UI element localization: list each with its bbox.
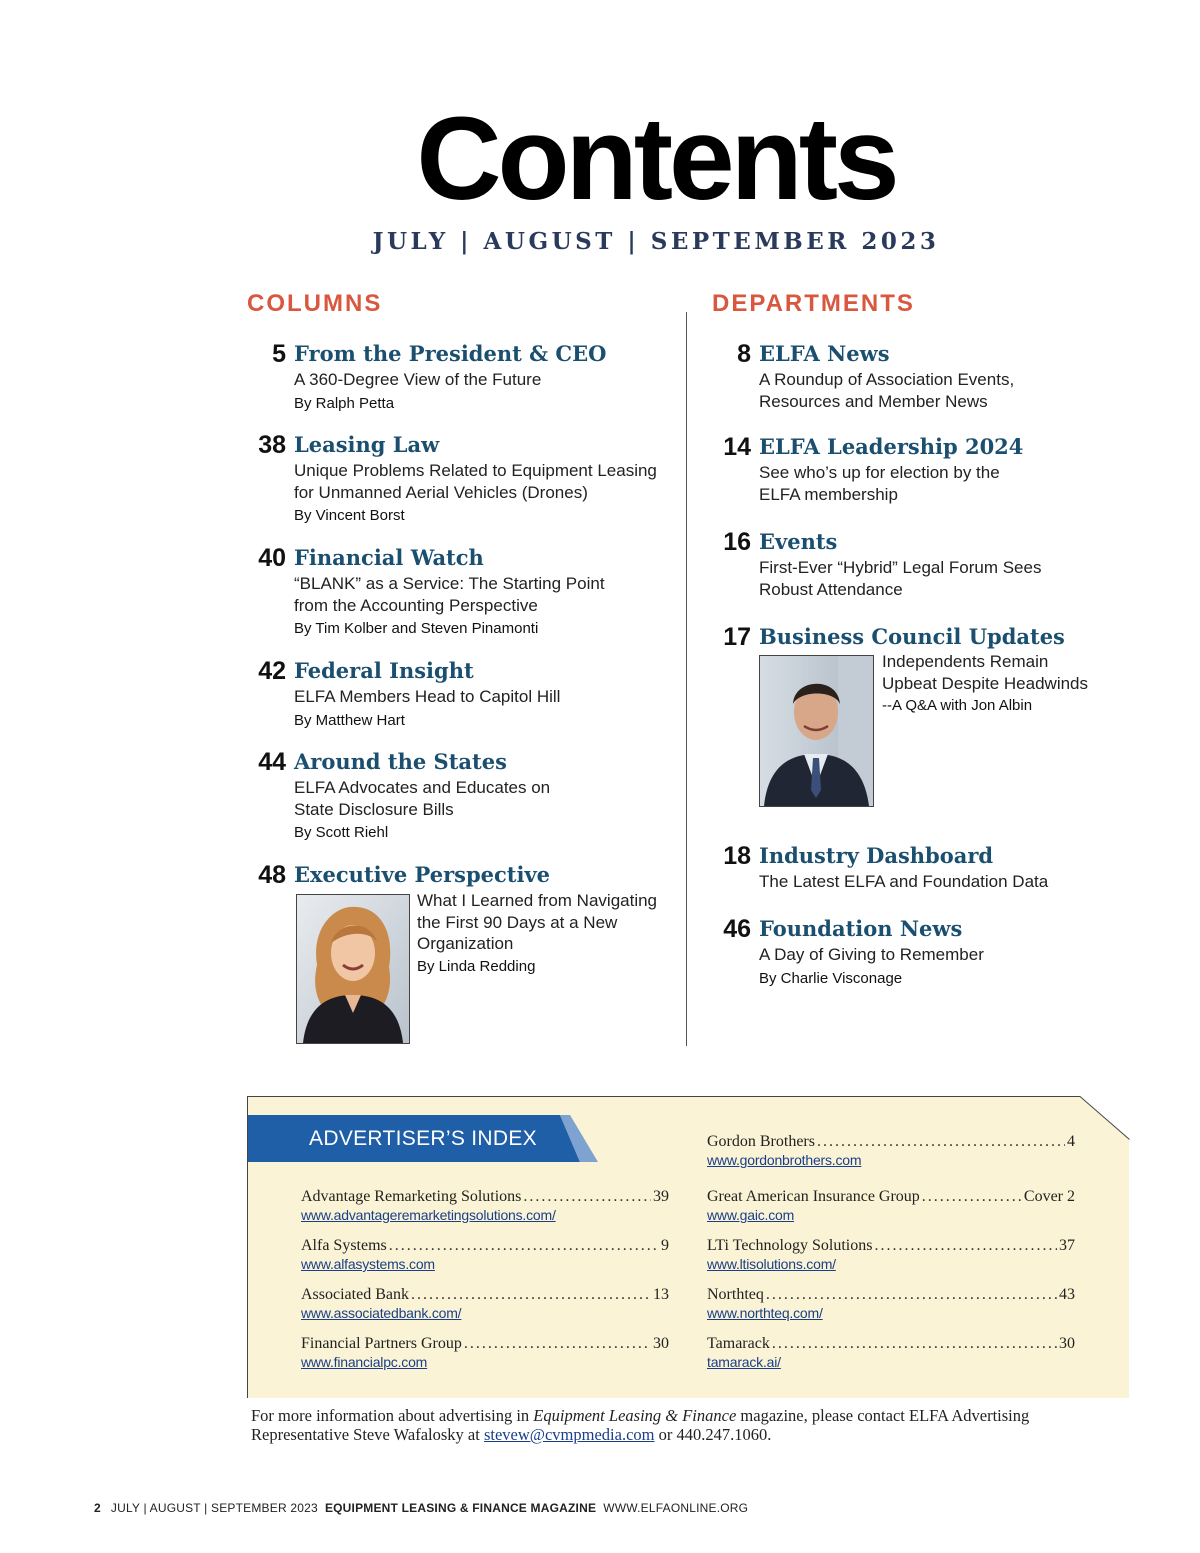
advertiser-page: 9: [661, 1237, 669, 1254]
advertiser-page: 37: [1059, 1237, 1075, 1254]
entry-description: ELFA Advocates and Educates on: [294, 778, 551, 797]
entry-description: See who’s up for election by the: [759, 463, 1000, 482]
advertiser-link[interactable]: www.gaic.com: [707, 1207, 795, 1223]
entry-description: Upbeat Despite Headwinds: [882, 673, 1089, 693]
advertiser-link[interactable]: www.financialpc.com: [301, 1354, 428, 1370]
toc-entry[interactable]: [258, 748, 551, 844]
advertiser-page: 30: [653, 1335, 669, 1352]
advertiser-name: Alfa Systems: [301, 1237, 387, 1254]
entry-byline: By Charlie Visconage: [759, 969, 903, 987]
entry-title[interactable]: Industry Dashboard: [759, 843, 994, 868]
entry-description: The Latest ELFA and Foundation Data: [759, 872, 1049, 891]
portrait-woman-image: [297, 895, 409, 1043]
entry-text-block: [417, 890, 677, 978]
advertiser-name: Great American Insurance Group: [707, 1188, 920, 1205]
advertiser-name: Financial Partners Group: [301, 1335, 462, 1352]
advertiser-entry: [301, 1335, 669, 1370]
advertiser-entry: [707, 1237, 1075, 1272]
entry-description: ELFA Members Head to Capitol Hill: [294, 687, 561, 706]
entry-description: Unique Problems Related to Equipment Leasing: [294, 461, 657, 480]
author-photo: [296, 894, 410, 1044]
entry-page-number: 44: [258, 748, 286, 776]
toc-entry[interactable]: [258, 657, 561, 732]
toc-entry[interactable]: [723, 433, 1024, 505]
entry-title[interactable]: Business Council Updates: [759, 624, 1065, 649]
entry-description: ELFA membership: [759, 484, 898, 504]
entry-byline: By Scott Riehl: [294, 824, 389, 841]
advertiser-page: 30: [1059, 1335, 1075, 1352]
advertiser-link[interactable]: www.alfasystems.com: [301, 1256, 435, 1272]
advertiser-page: 39: [653, 1188, 669, 1205]
entry-page-number: 40: [258, 544, 286, 572]
author-photo: [759, 655, 874, 807]
entry-description: Resources and Member News: [759, 391, 988, 411]
entry-page-number: 8: [737, 340, 751, 368]
advertiser-name: Associated Bank: [301, 1286, 409, 1303]
advertiser-page: 13: [653, 1286, 669, 1303]
magazine-name: Equipment Leasing & Finance: [533, 1406, 737, 1425]
toc-entry[interactable]: [723, 842, 1049, 893]
entry-title[interactable]: Leasing Law: [294, 432, 440, 457]
entry-page-number: 17: [723, 623, 751, 651]
advertiser-name: Advantage Remarketing Solutions: [301, 1188, 522, 1205]
page-footer: [94, 1501, 748, 1515]
advertiser-link[interactable]: www.advantageremarketingsolutions.com/: [301, 1207, 556, 1223]
advertiser-entry: [301, 1286, 669, 1321]
advertiser-entry: [707, 1133, 1075, 1168]
entry-byline: By Matthew Hart: [294, 711, 405, 729]
toc-entry[interactable]: [723, 915, 984, 990]
entry-description: Independents Remain: [882, 652, 1049, 671]
column-divider: [686, 312, 687, 1046]
entry-description: “BLANK” as a Service: The Starting Point: [294, 574, 605, 593]
entry-description: from the Accounting Perspective: [294, 595, 538, 615]
entry-description: A Roundup of Association Events,: [759, 370, 1015, 389]
footer-issue: JULY | AUGUST | SEPTEMBER 2023: [110, 1501, 318, 1515]
entry-description: Robust Attendance: [759, 579, 903, 599]
entry-description: State Disclosure Bills: [294, 799, 454, 819]
contact-email-link[interactable]: stevew@cvmpmedia.com: [483, 1425, 655, 1444]
advertiser-index-heading: ADVERTISER’S INDEX: [309, 1127, 537, 1150]
entry-description: First-Ever “Hybrid” Legal Forum Sees: [759, 558, 1042, 577]
entry-page-number: 42: [258, 657, 286, 685]
advertiser-name: LTi Technology Solutions: [707, 1237, 873, 1254]
advertiser-name: Northteq: [707, 1286, 764, 1303]
entry-title[interactable]: Federal Insight: [294, 658, 474, 683]
entry-title[interactable]: ELFA News: [759, 341, 890, 366]
entry-title[interactable]: Around the States: [294, 749, 507, 774]
entry-description: for Unmanned Aerial Vehicles (Drones): [294, 482, 588, 502]
advertiser-name: Gordon Brothers: [707, 1133, 815, 1150]
advertiser-link[interactable]: tamarack.ai/: [707, 1354, 781, 1370]
entry-page-number: 14: [723, 433, 751, 461]
footer-website[interactable]: WWW.ELFAONLINE.ORG: [603, 1501, 749, 1515]
entry-page-number: 38: [258, 431, 286, 459]
entry-byline: By Vincent Borst: [294, 507, 405, 524]
entry-description: A Day of Giving to Remember: [759, 945, 984, 964]
entry-page-number: 18: [723, 842, 751, 870]
entry-text-block: [882, 651, 1122, 717]
advertiser-page: 4: [1067, 1133, 1075, 1150]
entry-description: A 360-Degree View of the Future: [294, 370, 542, 389]
entry-page-number: 46: [723, 915, 751, 943]
portrait-man-image: [760, 656, 873, 806]
advertiser-link[interactable]: www.gordonbrothers.com: [707, 1152, 862, 1168]
advertiser-entry: [301, 1237, 669, 1272]
advertiser-link[interactable]: www.associatedbank.com/: [301, 1305, 462, 1321]
toc-entry[interactable]: [723, 623, 1065, 651]
advertiser-entry: [301, 1188, 669, 1223]
entry-page-number: 16: [723, 528, 751, 556]
entry-page-number: 48: [258, 861, 286, 889]
advertiser-page: Cover 2: [1023, 1188, 1075, 1205]
advertiser-entry: [707, 1286, 1075, 1321]
entry-description: Organization: [417, 934, 514, 953]
toc-entry[interactable]: [272, 340, 607, 415]
advertiser-link[interactable]: www.ltisolutions.com/: [707, 1256, 836, 1272]
entry-page-number: 5: [272, 340, 286, 368]
box-corner-fold: [1080, 1096, 1130, 1140]
toc-entry[interactable]: [258, 431, 657, 527]
columns-heading: COLUMNS: [247, 290, 383, 317]
entry-byline: --A Q&A with Jon Albin: [882, 697, 1033, 714]
entry-title[interactable]: Events: [759, 529, 838, 554]
entry-title[interactable]: From the President & CEO: [294, 341, 607, 366]
advertiser-page: 43: [1059, 1286, 1075, 1303]
toc-entry[interactable]: [258, 544, 605, 640]
entry-title[interactable]: ELFA Leadership 2024: [759, 434, 1024, 459]
advertiser-name: Tamarack: [707, 1335, 770, 1352]
advertiser-entry: [707, 1335, 1075, 1370]
toc-entry[interactable]: [737, 340, 1015, 412]
toc-entry[interactable]: [258, 861, 551, 889]
entry-byline: By Ralph Petta: [294, 394, 395, 412]
advertiser-entry: [707, 1188, 1075, 1223]
entry-title[interactable]: Foundation News: [759, 916, 963, 941]
departments-heading: DEPARTMENTS: [712, 290, 915, 317]
footer-magazine: EQUIPMENT LEASING & FINANCE MAGAZINE: [324, 1501, 597, 1515]
toc-entry[interactable]: [723, 528, 1042, 600]
entry-title[interactable]: Financial Watch: [294, 545, 484, 570]
entry-description: the First 90 Days at a New: [417, 912, 618, 932]
entry-title[interactable]: Executive Perspective: [294, 862, 551, 887]
entry-description: What I Learned from Navigating: [417, 891, 658, 910]
advertising-contact-note: For more information about advertising in Equipment Leasing & Finance magazine, please contact ELFA Advertising Representative Steve Wafalosky at stevew@cvmpmedia.com or 440.247.1060.: [251, 1406, 1030, 1444]
page-title: Contents: [416, 93, 896, 225]
entry-byline: By Linda Redding: [417, 957, 536, 975]
advertiser-link[interactable]: www.northteq.com/: [707, 1305, 823, 1321]
issue-date: JULY | AUGUST | SEPTEMBER 2023: [372, 228, 940, 255]
entry-byline: By Tim Kolber and Steven Pinamonti: [294, 620, 539, 637]
page-number: 2: [94, 1501, 101, 1515]
